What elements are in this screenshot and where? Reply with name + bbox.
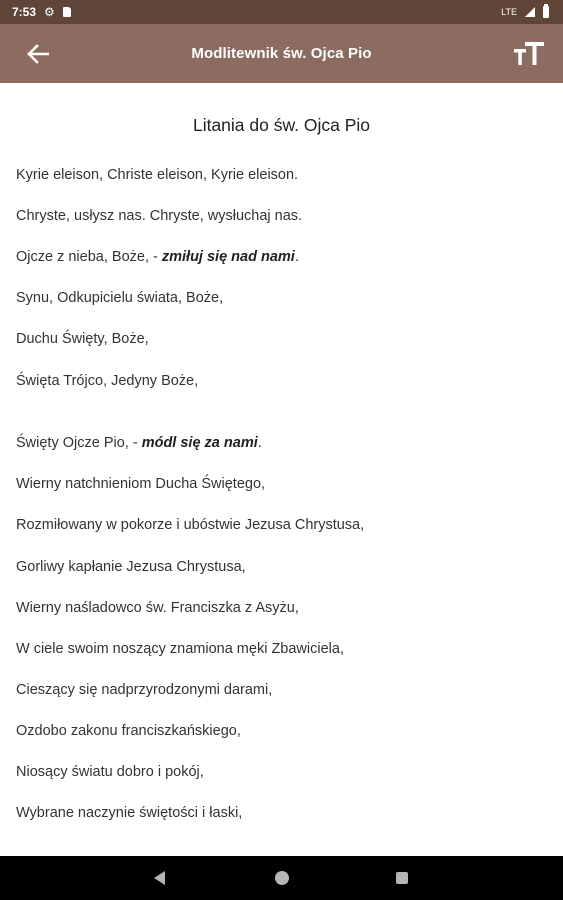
verse-suffix: . bbox=[257, 435, 262, 451]
verse-text: Wierny natchnieniom Ducha Świętego, bbox=[16, 476, 266, 492]
verse-response: módl się za nami bbox=[141, 435, 258, 451]
verse-line bbox=[16, 805, 242, 821]
verse-text: Rozmiłowany w pokorze i ubóstwie Jezusa Chrystusa, bbox=[16, 517, 365, 533]
signal-icon bbox=[525, 7, 535, 17]
verse-text: Wybrane naczynie świętości i łaski, bbox=[16, 805, 243, 821]
verse-text: Duchu Święty, Boże, bbox=[16, 331, 149, 347]
verse-text: Ozdobo zakonu franciszkańskiego, bbox=[16, 723, 241, 739]
home-circle-icon[interactable] bbox=[275, 871, 289, 885]
verse-text: Cieszący się nadprzyrodzonymi darami, bbox=[16, 682, 273, 698]
verse-text: Niosący światu dobro i pokój, bbox=[16, 764, 204, 780]
verse-line bbox=[16, 208, 302, 224]
verse-text: W ciele swoim noszący znamiona męki Zbawiciela, bbox=[16, 641, 344, 657]
battery-icon bbox=[543, 6, 549, 18]
verse-line bbox=[16, 476, 265, 492]
gear-icon: ⚙ bbox=[44, 5, 55, 19]
verse-text: Gorliwy kapłanie Jezusa Chrystusa, bbox=[16, 559, 246, 575]
verse-text: Święta Trójco, Jedyny Boże, bbox=[16, 373, 199, 389]
verse-line bbox=[16, 559, 246, 575]
status-time: 7:53 bbox=[12, 5, 37, 19]
litany-title: Litania do św. Ojca Pio bbox=[192, 115, 371, 135]
verse-line bbox=[16, 290, 223, 306]
verse-text: Ojcze z nieba, Boże, - bbox=[16, 249, 162, 265]
app-bar bbox=[0, 24, 563, 83]
verse-line bbox=[16, 373, 198, 389]
verse-text: Chryste, usłysz nas. Chryste, wysłuchaj nas. bbox=[16, 208, 303, 224]
navigation-bar bbox=[0, 856, 563, 900]
verse-line bbox=[16, 641, 344, 657]
verse-line bbox=[16, 682, 272, 698]
text-size-button[interactable] bbox=[511, 36, 547, 70]
status-left bbox=[12, 5, 71, 19]
verse-line bbox=[16, 331, 149, 347]
app-title: Modlitewnik św. Ojca Pio bbox=[191, 45, 372, 62]
verse-line bbox=[16, 435, 262, 451]
back-triangle-icon[interactable] bbox=[154, 871, 165, 885]
status-bar bbox=[0, 0, 563, 24]
prayer-content[interactable] bbox=[0, 83, 563, 856]
text-size-icon bbox=[512, 40, 546, 66]
verse-line bbox=[16, 167, 298, 183]
verse-line bbox=[16, 600, 299, 616]
verse-line bbox=[16, 517, 364, 533]
verse-text: Kyrie eleison, Christe eleison, Kyrie eleison. bbox=[16, 167, 299, 183]
status-right bbox=[501, 6, 549, 18]
verse-text: Święty Ojcze Pio, - bbox=[16, 435, 142, 451]
arrow-left-icon bbox=[27, 44, 49, 64]
verse-line bbox=[16, 764, 204, 780]
network-type: LTE bbox=[501, 7, 517, 17]
recents-square-icon[interactable] bbox=[396, 872, 408, 884]
back-button[interactable] bbox=[22, 38, 54, 70]
verse-response: zmiłuj się nad nami bbox=[161, 249, 295, 265]
verse-text: Synu, Odkupicielu świata, Boże, bbox=[16, 290, 224, 306]
verse-line bbox=[16, 723, 241, 739]
verse-line bbox=[16, 249, 299, 265]
sd-card-icon bbox=[63, 7, 71, 17]
verse-text: Wierny naśladowco św. Franciszka z Asyżu, bbox=[16, 600, 299, 616]
verse-suffix: . bbox=[294, 249, 299, 265]
